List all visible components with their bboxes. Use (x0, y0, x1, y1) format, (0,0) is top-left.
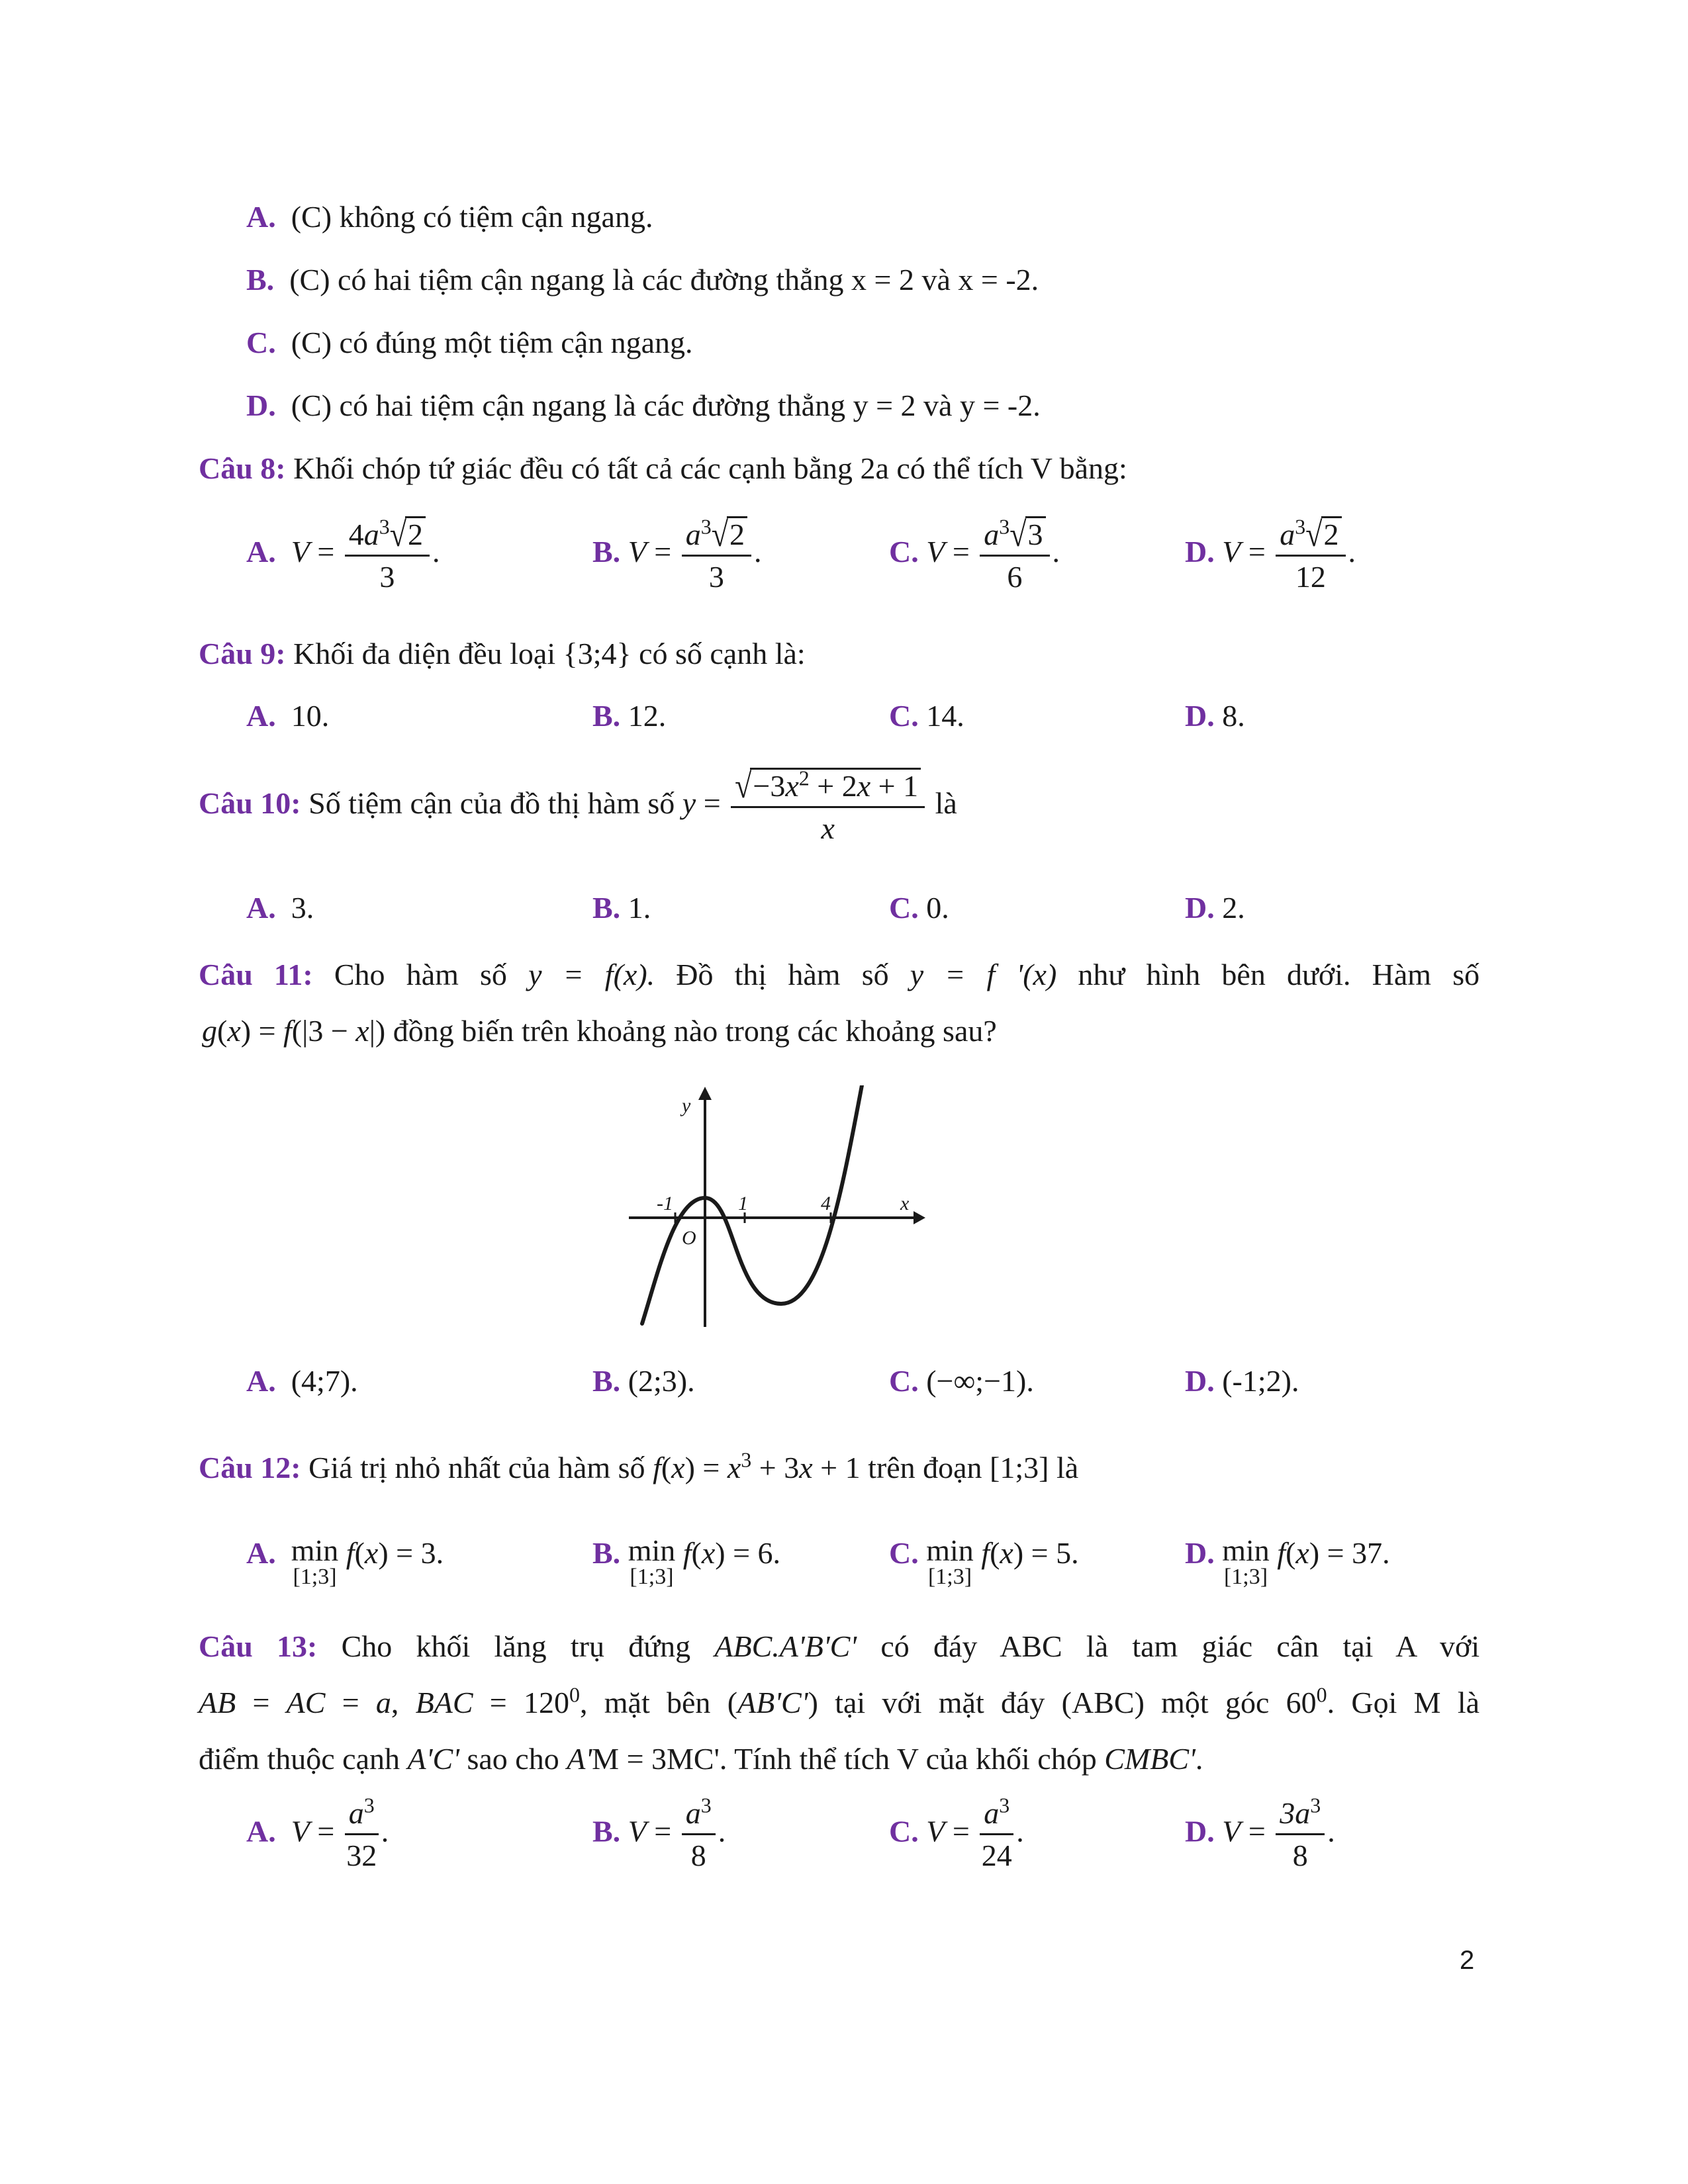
q13-option-b: B. V = $\frac{a^3}{8}$ . (592, 1793, 726, 1872)
q7-option-c: C. (C) có đúng một tiệm cận ngang. (246, 326, 693, 359)
q11-stem-line2: g(x) = f(|3 − x|) đồng biến trên khoảng nào trong các khoảng sau? (202, 1014, 997, 1048)
q12-option-d: D. min [1;3] f(x) = 37. (1185, 1533, 1390, 1589)
q8-option-a: A. V = $\frac{4a^3√2}{3}$ . (246, 514, 440, 594)
q13-stem-line2: AB = AC = a, BAC = $120^0$, mặt bên (AB'C') tại với mặt đáy (ABC) một góc $60^0$. Gọi M là (199, 1682, 1480, 1719)
q9-option-b: B. 12. (592, 699, 667, 733)
q8-option-b: B. V = $\frac{a^3√2}{3}$ . (592, 514, 762, 594)
q10-stem: Câu 10: Số tiệm cận của đồ thị hàm số y = $\frac{√-3x^2 + 2x + 1}{x}$ là (199, 766, 957, 845)
y-axis-arrow (698, 1087, 712, 1100)
q12-option-c: C. min [1;3] f(x) = 5. (889, 1533, 1079, 1589)
q8-stem: Câu 8: Khối chóp tứ giác đều có tất cả các cạnh bằng 2a có thể tích V bằng: (199, 451, 1127, 485)
q13-stem-line3: điểm thuộc cạnh A'C' sao cho A'M = 3MC'. Tính thể tích V của khối chóp CMBC'. (199, 1742, 1203, 1776)
q10-option-a: A. 3. (246, 891, 314, 925)
q10-option-b: B. 1. (592, 891, 651, 925)
q13-option-a: A. V = $\frac{a^3}{32}$ . (246, 1793, 389, 1872)
q11-option-b: B. (2;3). (592, 1364, 695, 1398)
graph-tick-minus1-label: -1 (657, 1193, 673, 1214)
q10-option-c: C. 0. (889, 891, 949, 925)
q11-option-d: D. (-1;2). (1185, 1364, 1299, 1398)
q9-option-a: A. 10. (246, 699, 330, 733)
q13-stem-line1: Câu 13: Cho khối lăng trụ đứng ABC.A'B'C' có đáy ABC là tam giác cân tại A với (199, 1629, 1480, 1663)
page-number: 2 (1460, 1946, 1475, 1975)
q12-stem: Câu 12: Giá trị nhỏ nhất của hàm số $f(x) = x^3 + 3x + 1$ trên đoạn [1;3] là (199, 1447, 1079, 1484)
q12-option-a: A. min [1;3] f(x) = 3. (246, 1533, 444, 1589)
q7-option-b: B. (C) có hai tiệm cận ngang là các đường thẳng x = 2 và x = -2. (246, 263, 1039, 296)
q9-stem: Câu 9: Khối đa diện đều loại {3;4} có số cạnh là: (199, 637, 806, 670)
q11-option-a: A. (4;7). (246, 1364, 358, 1398)
q9-option-c: C. 14. (889, 699, 964, 733)
graph-tick-1-label: 1 (738, 1193, 748, 1214)
graph-tick-4-label: 4 (821, 1193, 831, 1214)
q11-stem-line1: Câu 11: Cho hàm số y = f(x). Đồ thị hàm số y = f '(x) như hình bên dưới. Hàm số (199, 958, 1480, 991)
q13-option-c: C. V = $\frac{a^3}{24}$ . (889, 1793, 1024, 1872)
q10-option-d: D. 2. (1185, 891, 1245, 925)
x-axis-arrow (914, 1211, 925, 1224)
graph-origin-label: O (682, 1227, 696, 1249)
q12-option-b: B. min [1;3] f(x) = 6. (592, 1533, 781, 1589)
q8-option-d: D. V = $\frac{a^3√2}{12}$ . (1185, 514, 1356, 594)
q11-derivative-graph (622, 1085, 927, 1337)
q9-option-d: D. 8. (1185, 699, 1245, 733)
q11-option-c: C. (−∞;−1). (889, 1364, 1034, 1398)
graph-y-label: y (682, 1095, 691, 1116)
q8-option-c: C. V = $\frac{a^3√3}{6}$ . (889, 514, 1060, 594)
q7-option-d: D. (C) có hai tiệm cận ngang là các đường thẳng y = 2 và y = -2. (246, 388, 1041, 422)
graph-x-label: x (900, 1193, 910, 1214)
q13-option-d: D. V = $\frac{3a^3}{8}$ . (1185, 1793, 1335, 1872)
q7-option-a: A. (C) không có tiệm cận ngang. (246, 200, 653, 234)
